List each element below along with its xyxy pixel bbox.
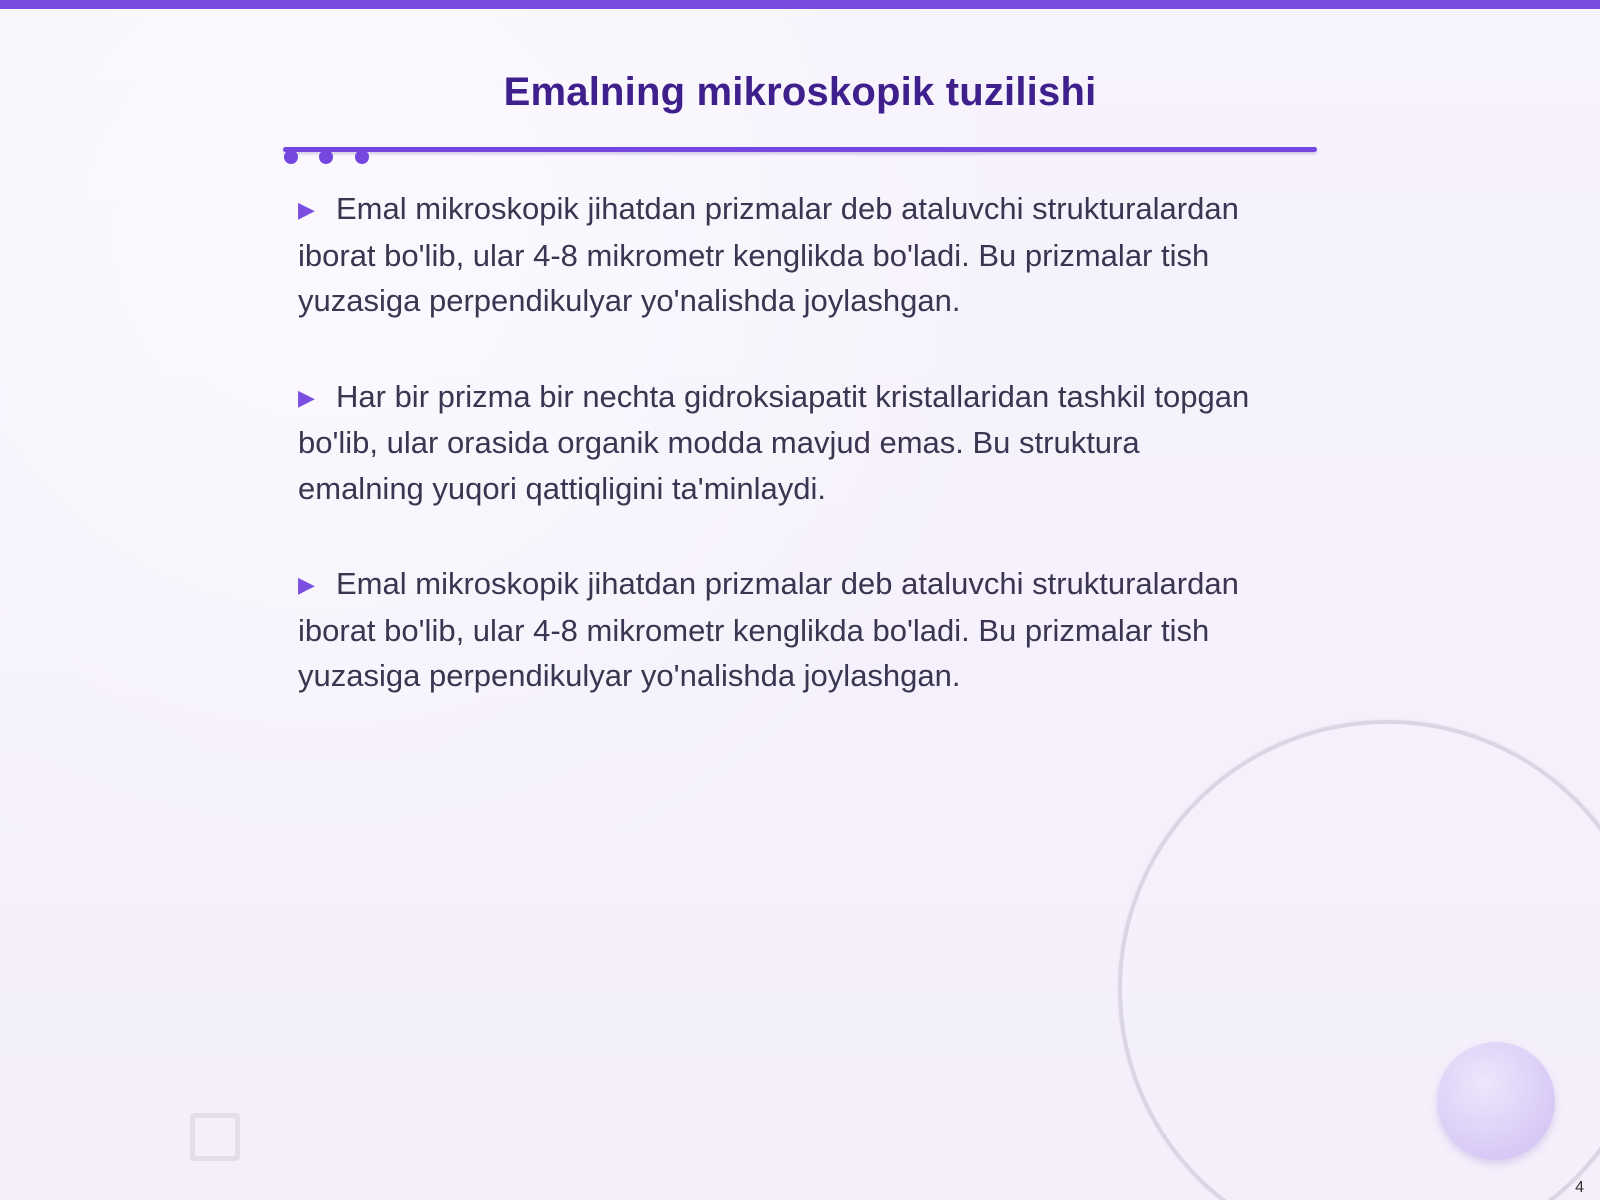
bullet-text: Emal mikroskopik jihatdan prizmalar deb ataluvchi strukturalardan iborat bo'lib, ular 4-8 mikrometr kenglikda bo'ladi. Bu prizmalar tish yuzasiga perpendikulyar yo'nalishda joylashgan. bbox=[298, 191, 1239, 318]
decorative-bubble bbox=[1437, 1042, 1555, 1160]
divider-dot bbox=[355, 150, 369, 164]
page-number: 4 bbox=[1575, 1179, 1584, 1196]
triangle-right-icon: ▶ bbox=[298, 384, 315, 410]
bullet-text: Har bir prizma bir nechta gidroksiapatit kristallaridan tashkil topgan bo'lib, ular orasida organik modda mavjud emas. Bu struktura emalning yuqori qattiqligini ta'minlaydi. bbox=[298, 378, 1250, 506]
triangle-right-icon: ▶ bbox=[298, 572, 315, 597]
bullet-item bbox=[298, 186, 1258, 324]
bullet-text: Emal mikroskopik jihatdan prizmalar deb ataluvchi strukturalardan iborat bo'lib, ular 4-8 mikrometr kenglikda bo'ladi. Bu prizmalar tish yuzasiga perpendikulyar yo'nalishda joylashgan. bbox=[298, 566, 1239, 693]
bullet-list bbox=[298, 186, 1258, 699]
bullet-item bbox=[298, 374, 1258, 512]
top-accent-bar bbox=[0, 0, 1600, 9]
divider-dot bbox=[319, 150, 333, 164]
bullet-item bbox=[298, 561, 1258, 699]
title-divider bbox=[283, 147, 1317, 152]
decorative-square bbox=[190, 1113, 240, 1161]
triangle-right-icon: ▶ bbox=[298, 197, 315, 222]
divider-dot bbox=[284, 150, 298, 164]
slide-title: Emalning mikroskopik tuzilishi bbox=[503, 70, 1097, 114]
